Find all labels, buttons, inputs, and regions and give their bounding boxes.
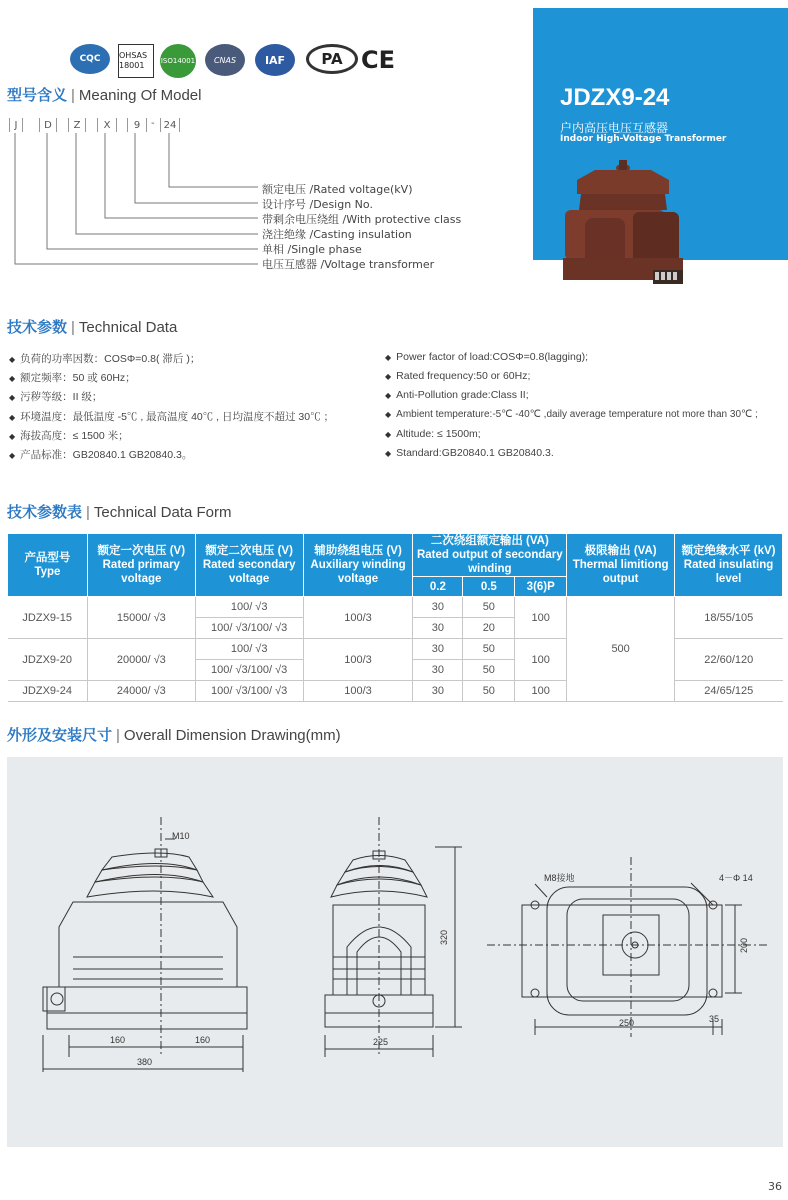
- tech-en-item: ◆ Standard:GB20840.1 GB20840.3.: [385, 447, 554, 459]
- tech-en-item: ◆ Power factor of load:COSΦ=0.8(lagging);: [385, 351, 589, 363]
- cell-05: 50: [463, 597, 515, 618]
- cqc-logo: [70, 44, 110, 74]
- cell-02: 30: [413, 597, 463, 618]
- cell-level: 24/65/125: [675, 681, 783, 702]
- tech-en-text: Anti-Pollution grade:Class II;: [396, 389, 529, 401]
- meaning-casting-insulation: 浇注绝缘 /Casting insulation: [262, 228, 412, 241]
- code-9: 9: [127, 118, 147, 132]
- code-x: X: [97, 118, 117, 132]
- th-primary: 额定一次电压 (V) Rated primary voltage: [87, 534, 195, 597]
- dimension-drawing-title-en: Overall Dimension Drawing(mm): [123, 727, 341, 744]
- tech-en-item: ◆ Altitude: ≤ 1500m;: [385, 428, 481, 440]
- cell-02: 30: [413, 618, 463, 639]
- cell-primary: 15000/ √3: [87, 597, 195, 639]
- ce-text: CE: [360, 46, 395, 74]
- data-form-title-cn: 技术参数表: [7, 504, 83, 521]
- cell-type: JDZX9-24: [8, 681, 88, 702]
- cell-aux: 100/3: [303, 597, 413, 639]
- cnas-text: CNAS: [213, 55, 237, 65]
- model-meaning-title-en: Meaning Of Model: [78, 87, 202, 104]
- th-type: 产品型号 Type: [8, 534, 88, 597]
- cell-05: 50: [463, 639, 515, 660]
- tech-cn-item: ◆ 环境温度：最低温度 -5℃ , 最高温度 40℃ , 日均温度不超过 30℃ ；: [9, 411, 335, 423]
- cell-02: 30: [413, 639, 463, 660]
- model-meaning-title-cn: 型号含义: [7, 87, 68, 104]
- cell-02: 30: [413, 660, 463, 681]
- product-title: JDZX9-24: [560, 84, 670, 111]
- tech-cn-text: 产品标准：GB20840.1 GB20840.3。: [20, 449, 193, 461]
- cnas-logo: [205, 44, 245, 76]
- cell-secondary: 100/ √3: [195, 597, 303, 618]
- tech-en-text: Altitude: ≤ 1500m;: [396, 428, 481, 440]
- product-subtitle-en: Indoor High-Voltage Transformer: [560, 134, 727, 144]
- dim-160-left: 160: [110, 1035, 126, 1045]
- technical-data-title: 技术参数 | Technical Data: [7, 319, 178, 336]
- cell-type: JDZX9-15: [8, 597, 88, 639]
- tech-en-item: ◆ Anti-Pollution grade:Class II;: [385, 389, 529, 401]
- data-form-title: 技术参数表 | Technical Data Form: [7, 504, 232, 521]
- dim-320: 320: [439, 929, 449, 945]
- iaf-logo: [255, 44, 295, 76]
- th-class-3p: 3(6)P: [515, 577, 567, 597]
- table-row: [8, 597, 783, 618]
- tech-en-text: Power factor of load:COSΦ=0.8(lagging);: [396, 351, 589, 363]
- technical-data-title-cn: 技术参数: [7, 319, 68, 336]
- code-j: J: [9, 118, 23, 132]
- dim-380: 380: [137, 1057, 153, 1067]
- technical-data-table: [7, 533, 783, 702]
- tech-cn-text: 污秽等级：II 级；: [20, 391, 103, 403]
- cell-type: JDZX9-20: [8, 639, 88, 681]
- cell-05: 20: [463, 618, 515, 639]
- pa-logo: [306, 44, 358, 74]
- tech-cn-item: ◆ 污秽等级：II 级；: [9, 391, 103, 403]
- dim-35: 35: [709, 1014, 720, 1024]
- cell-aux: 100/3: [303, 681, 413, 702]
- tech-cn-item: ◆ 海拔高度：≤ 1500 米；: [9, 430, 129, 442]
- model-meaning-leader-lines: [0, 130, 270, 270]
- th-class-02: 0.2: [413, 577, 463, 597]
- code-24: 24: [160, 118, 180, 132]
- dim-225: 225: [373, 1037, 389, 1047]
- cell-05: 50: [463, 660, 515, 681]
- tech-cn-item: ◆ 产品标准：GB20840.1 GB20840.3。: [9, 449, 193, 461]
- code-d: D: [39, 118, 57, 132]
- cell-level: 22/60/120: [675, 639, 783, 681]
- cell-level: 18/55/105: [675, 597, 783, 639]
- tech-en-text: Rated frequency:50 or 60Hz;: [396, 370, 531, 382]
- cell-3p: 100: [515, 681, 567, 702]
- data-form-title-en: Technical Data Form: [93, 504, 232, 521]
- meaning-single-phase: 单相 /Single phase: [262, 243, 362, 256]
- cell-02: 30: [413, 681, 463, 702]
- dimension-drawing-title-cn: 外形及安装尺寸: [7, 727, 113, 744]
- ce-logo: [360, 44, 396, 76]
- dim-200: 200: [739, 937, 749, 953]
- cell-thermal: 500: [567, 597, 675, 702]
- dim-4-holes: 4－Φ 14: [719, 873, 753, 883]
- meaning-voltage-transformer: 电压互感器 /Voltage transformer: [262, 258, 435, 271]
- tech-en-text: Standard:GB20840.1 GB20840.3.: [396, 447, 554, 459]
- cell-primary: 24000/ √3: [87, 681, 195, 702]
- code-dash: -: [151, 118, 155, 129]
- tech-cn-item: ◆ 额定频率：50 或 60Hz；: [9, 372, 136, 384]
- dimension-drawing-title: 外形及安装尺寸 | Overall Dimension Drawing(mm): [7, 727, 341, 744]
- tech-en-item: ◆ Rated frequency:50 or 60Hz;: [385, 370, 531, 382]
- th-secondary: 额定二次电压 (V) Rated secondary voltage: [195, 534, 303, 597]
- th-class-05: 0.5: [463, 577, 515, 597]
- meaning-rated-voltage: 额定电压 /Rated voltage(kV): [262, 183, 413, 196]
- cell-05: 50: [463, 681, 515, 702]
- ohsas-logo: [118, 44, 154, 78]
- ohsas-text: OHSAS 18001: [119, 51, 148, 70]
- model-meaning-title: 型号含义 | Meaning Of Model: [7, 87, 202, 104]
- transformer-product-image: [555, 150, 690, 300]
- page-number: 36: [768, 1180, 782, 1193]
- iso-text: ISO14001: [160, 57, 196, 65]
- tech-en-item: ◆ Ambient temperature:-5℃ -40℃ ,daily average temperature not more than 30℃ ;: [385, 409, 758, 420]
- pa-text: PA: [321, 50, 343, 68]
- product-subtitle-cn: 户内高压电压互感器: [560, 121, 669, 135]
- th-thermal: 极限输出 (VA) Thermal limitiong output: [567, 534, 675, 597]
- cell-primary: 20000/ √3: [87, 639, 195, 681]
- iso14001-logo: [160, 44, 196, 78]
- tech-cn-text: 海拔高度：≤ 1500 米；: [20, 430, 129, 442]
- technical-data-title-en: Technical Data: [78, 319, 178, 336]
- front-view: [43, 817, 247, 1072]
- iaf-text: IAF: [264, 53, 286, 67]
- tech-cn-text: 额定频率：50 或 60Hz；: [20, 372, 136, 384]
- dim-m8-ground: M8接地: [544, 873, 575, 883]
- th-output: 二次绕组额定输出 (VA) Rated output of secondary winding: [413, 534, 567, 577]
- th-auxiliary: 辅助绕组电压 (V) Auxiliary winding voltage: [303, 534, 413, 597]
- dim-160-right: 160: [195, 1035, 211, 1045]
- meaning-protective-class: 带剩余电压绕组 /With protective class: [262, 213, 462, 226]
- tech-cn-item: ◆ 负荷的功率因数：COSΦ=0.8( 滞后 )；: [9, 353, 201, 365]
- cell-3p: 100: [515, 597, 567, 639]
- code-z: Z: [68, 118, 86, 132]
- cell-secondary: 100/ √3: [195, 639, 303, 660]
- tech-en-text: Ambient temperature:-5℃ -40℃ ,daily average temperature not more than 30℃ ;: [396, 409, 758, 420]
- cell-aux: 100/3: [303, 639, 413, 681]
- meaning-design-no: 设计序号 /Design No.: [262, 198, 373, 211]
- cell-secondary: 100/ √3/100/ √3: [195, 681, 303, 702]
- tech-cn-text: 负荷的功率因数：COSΦ=0.8( 滞后 )；: [20, 353, 201, 365]
- dim-250: 250: [619, 1018, 635, 1028]
- tech-cn-text: 环境温度：最低温度 -5℃ , 最高温度 40℃ , 日均温度不超过 30℃ ；: [20, 411, 335, 423]
- cqc-text: CQC: [79, 54, 101, 64]
- th-insulation: 额定绝缘水平 (kV) Rated insulating level: [675, 534, 783, 597]
- top-view: [487, 857, 767, 1037]
- cell-secondary: 100/ √3/100/ √3: [195, 660, 303, 681]
- cell-3p: 100: [515, 639, 567, 681]
- cell-secondary: 100/ √3/100/ √3: [195, 618, 303, 639]
- dimension-drawing: [7, 757, 783, 1147]
- dim-m10: M10: [172, 831, 190, 841]
